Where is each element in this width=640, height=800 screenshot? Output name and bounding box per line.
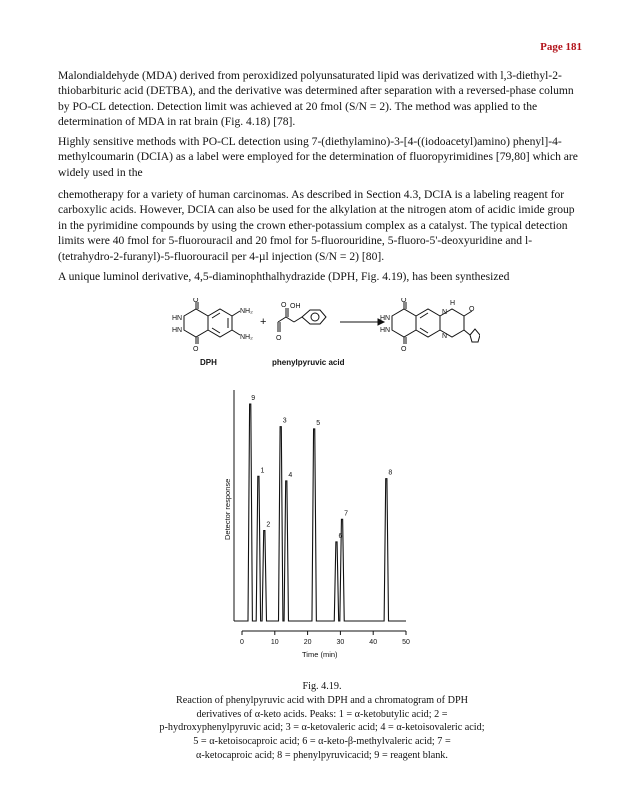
ppa-phenyl-ring xyxy=(302,310,326,324)
atom-oh: OH xyxy=(290,303,301,310)
chromatogram xyxy=(200,375,460,665)
atom-o: O xyxy=(276,335,282,342)
peak-label-7: 7 xyxy=(344,510,348,518)
product-phenyl-ring xyxy=(470,329,480,342)
ppa-chain xyxy=(278,317,286,322)
atom-o: O xyxy=(401,298,407,304)
atom-hn: HN xyxy=(172,327,183,334)
x-axis-label: Time (min) xyxy=(302,650,338,659)
peak-label-9: 9 xyxy=(251,395,256,403)
atom-o: O xyxy=(401,346,407,353)
atom-hn: HN xyxy=(380,327,391,334)
reaction-scheme xyxy=(160,298,480,378)
atom-n: N xyxy=(442,309,448,316)
plus-sign: + xyxy=(260,316,267,328)
caption-line: 5 = α-ketoisocaproic acid; 6 = α-keto-β-methylvaleric acid; 7 = xyxy=(193,736,451,748)
peak-label-5: 5 xyxy=(316,419,321,427)
atom-h: H xyxy=(450,300,456,307)
atom-n: N xyxy=(442,333,448,340)
paragraph-chemotherapy: chemotherapy for a variety of human carcinomas. As described in Section 4.3, DCIA is a labeling reagent for carboxylic acids. However, DCIA can also be used for the alkylation at the nitrogen atom of acidic imide group in the pyrimidine compounds by using the crown ether-potassium complex as a catalyst. The typical detection limits were 40 fmol for 5-fluorouracil and 20 fmol for 5-fluorouridine, 5-fluoro-5'-deoxyuridine and l-(tetrahydro-2-furanyl)-5-fluorouracil per 4-µl injection (S/N = 2) [80]. xyxy=(58,188,575,263)
peak-label-3: 3 xyxy=(282,417,287,425)
dph-hydrazide-ring xyxy=(184,309,208,337)
caption-line: derivatives of α-keto acids. Peaks: 1 = α-ketobutylic acid; 2 = xyxy=(196,708,448,720)
paragraph-dcia: Highly sensitive methods with PO-CL detection using 7-(diethylamino)-3-[4-((iodoacetyl)amino) phenyl]-4-methylcoumarin (DCIA) as a label were employed for the determination of fluoropyrimidines [79,80] which are widely used in the xyxy=(58,135,578,179)
x-tick-label: 30 xyxy=(336,639,345,646)
y-axis-label: Detector response xyxy=(223,478,232,540)
x-tick-label: 0 xyxy=(240,639,244,646)
reactant2-label: phenylpyruvic acid xyxy=(272,358,345,367)
atom-o: O xyxy=(281,302,287,309)
chromatogram-trace xyxy=(234,404,406,621)
x-tick-label: 50 xyxy=(402,639,410,646)
atom-nh2: NH₂ xyxy=(240,308,253,315)
caption-line: Reaction of phenylpyruvic acid with DPH and a chromatogram of DPH xyxy=(176,694,468,706)
figure-caption xyxy=(58,680,586,763)
atom-o: O xyxy=(469,306,475,313)
page-number: Page 181 xyxy=(540,41,582,53)
atom-hn: HN xyxy=(380,315,391,322)
caption-line: p-hydroxyphenylpyruvic acid; 3 = α-ketovaleric acid; 4 = α-ketoisovaleric acid; xyxy=(159,722,485,734)
peak-label-2: 2 xyxy=(266,521,271,529)
x-tick-label: 20 xyxy=(303,639,312,646)
paragraph-mda: Malondialdehyde (MDA) derived from peroxidized polyunsaturated lipid was derivatized with l,3-diethyl-2-thiobarbituric acid (DETBA), and the derivative was determined after separation with a reversed-phase column by PO-CL detection. Detection limit was achieved at 20 fmol (S/N = 2). The method was applied to the determination of MDA in rat brain (Fig. 4.18) [78]. xyxy=(58,69,574,129)
peak-label-4: 4 xyxy=(288,471,293,479)
atom-nh2: NH₂ xyxy=(240,334,253,341)
x-tick-label: 10 xyxy=(270,639,279,646)
product-ring-1 xyxy=(392,309,416,337)
peak-label-1: 1 xyxy=(260,467,265,475)
caption-line: α-ketocaproic acid; 8 = phenylpyruvicacid; 9 = reagent blank. xyxy=(196,749,448,761)
peak-label-8: 8 xyxy=(388,469,393,477)
atom-o: O xyxy=(193,346,199,353)
peak-label-6: 6 xyxy=(338,532,343,540)
x-tick-label: 40 xyxy=(369,639,378,646)
figure-number: Fig. 4.19. xyxy=(302,681,342,692)
paragraph-dph: A unique luminol derivative, 4,5-diaminophthalhydrazide (DPH, Fig. 4.19), has been synthesized xyxy=(58,270,510,283)
atom-o: O xyxy=(193,298,199,304)
reactant1-label: DPH xyxy=(200,358,217,367)
atom-hn: HN xyxy=(172,315,183,322)
